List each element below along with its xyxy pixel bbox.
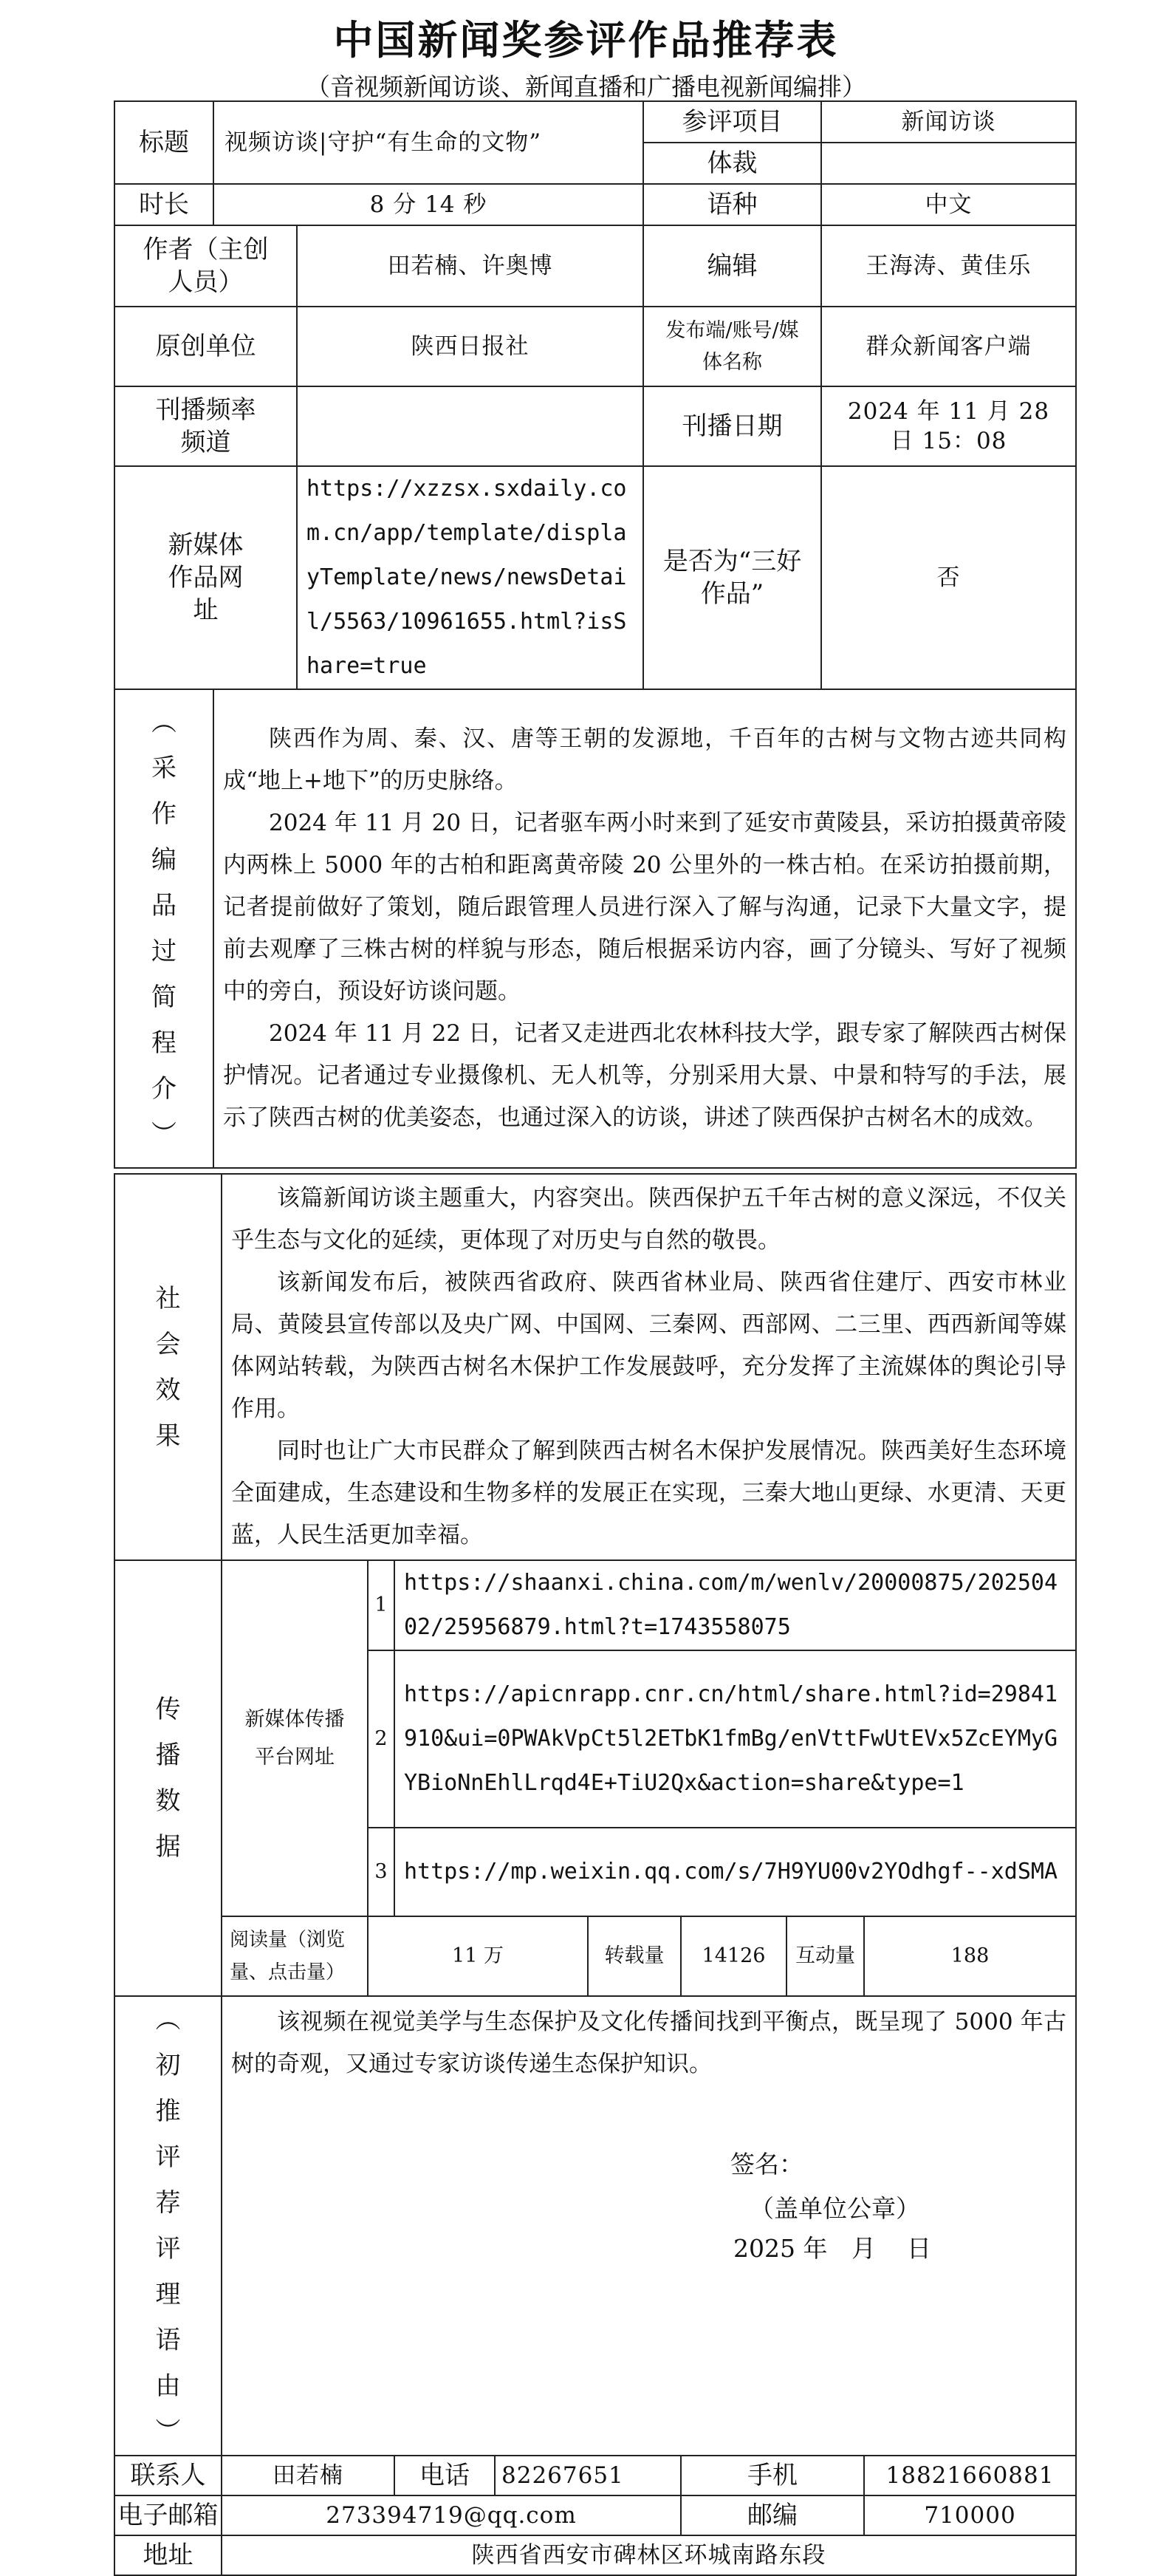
link-number: 1 <box>368 1560 394 1650</box>
label-mobile: 手机 <box>681 2456 864 2495</box>
label-language: 语种 <box>643 184 821 225</box>
reason-paragraph: 该视频在视觉美学与生态保护及文化传播间找到平衡点，既呈现了 5000 年古树的奇观，又通过专家访谈传递生态保护知识。 <box>231 2009 1066 2077</box>
spread-link-1[interactable]: https://shaanxi.china.com/m/wenlv/20000875/20250402/25956879.html?t=1743558075 <box>394 1560 1076 1650</box>
label-url: 新媒体作品网址 <box>114 466 297 689</box>
label-effect: 社会效果 <box>114 1174 222 1560</box>
value-platform: 群众新闻客户端 <box>821 307 1076 386</box>
label-contact: 联系人 <box>114 2456 222 2495</box>
label-channel: 刊播频率频道 <box>114 386 297 466</box>
label-reason: ︵初推评荐评理语由︶ <box>114 1996 222 2456</box>
effect-text <box>222 1174 1076 1560</box>
value-title: 视频访谈|守护“有生命的文物” <box>213 101 643 184</box>
label-phone: 电话 <box>394 2456 495 2495</box>
label-org: 原创单位 <box>114 307 297 386</box>
value-reads: 11 万 <box>368 1916 588 1996</box>
label-interactions: 互动量 <box>787 1916 864 1996</box>
link-number: 2 <box>368 1650 394 1828</box>
label-reposts: 转载量 <box>588 1916 681 1996</box>
value-email: 273394719@qq.com <box>222 2495 681 2535</box>
reason-text <box>222 1997 1075 2088</box>
label-spread: 传播数据 <box>114 1560 222 1996</box>
value-mobile: 18821660881 <box>864 2456 1076 2495</box>
value-category: 新闻访谈 <box>821 101 1076 143</box>
value-url[interactable]: https://xzzsx.sxdaily.com.cn/app/template/displayTemplate/news/newsDetail/5563/10961655.html?isShare=true <box>297 466 643 689</box>
label-editor: 编辑 <box>643 225 821 307</box>
label-three-good: 是否为“三好作品” <box>643 466 821 689</box>
effect-paragraph: 同时也让广大市民群众了解到陕西古树名木保护发展情况。陕西美好生态环境全面建成，生态建设和生物多样的发展正在实现，三秦大地山更绿、水更清、天更蓝，人民生活更加幸福。 <box>231 1438 1066 1548</box>
reason-cell <box>222 1996 1076 2456</box>
document-subtitle: （音视频新闻访谈、新闻直播和广播电视新闻编排） <box>306 72 866 101</box>
value-interactions: 188 <box>864 1916 1076 1996</box>
process-text <box>213 689 1076 1168</box>
document-title: 中国新闻奖参评作品推荐表 <box>333 17 839 64</box>
value-editor: 王海涛、黄佳乐 <box>821 225 1076 307</box>
label-platform: 发布端/账号/媒体名称 <box>643 307 821 386</box>
value-language: 中文 <box>821 184 1076 225</box>
effect-paragraph: 该新闻发布后，被陕西省政府、陕西省林业局、陕西省住建厅、西安市林业局、黄陵县宣传部以及央广网、中国网、三秦网、西部网、二三里、西西新闻等媒体网站转载，为陕西古树名木保护工作发展鼓呼，充分发挥了主流媒体的舆论引导作用。 <box>231 1269 1066 1422</box>
seal-label: （盖单位公章） <box>750 2194 920 2223</box>
label-email: 电子邮箱 <box>114 2495 222 2535</box>
label-pub-date: 刊播日期 <box>643 386 821 466</box>
spread-link-2[interactable]: https://apicnrapp.cnr.cn/html/share.html?id=29841910&ui=0PWAkVpCt5l2ETbK1fmBg/enVttFwUtEVx5ZcEYMyGYBioNnEhlLrqd4E+TiU2Qx&action=share&type=1 <box>394 1650 1076 1828</box>
value-phone: 82267651 <box>495 2456 681 2495</box>
label-genre: 体裁 <box>643 143 821 184</box>
process-paragraph: 2024 年 11 月 20 日，记者驱车两小时来到了延安市黄陵县，采访拍摄黄帝陵内两株上 5000 年的古柏和距离黄帝陵 20 公里外的一株古柏。在采访拍摄前期，记者提前做好了策划，随后跟管理人员进行深入了解与沟通，记录下大量文字，提前去观摩了三株古树的样貌与形态，随后根据采访内容，画了分镜头、写好了视频中的旁白，预设好访谈问题。 <box>223 810 1067 1005</box>
value-pub-date: 2024 年 11 月 28 日 15：08 <box>821 386 1076 466</box>
label-category: 参评项目 <box>643 101 821 143</box>
label-process: ︵采作编品过简程介︶ <box>114 689 213 1168</box>
label-address: 地址 <box>114 2535 222 2575</box>
effect-paragraph: 该篇新闻访谈主题重大，内容突出。陕西保护五千年古树的意义深远，不仅关乎生态与文化的延续，更体现了对历史与自然的敬畏。 <box>231 1185 1066 1254</box>
label-duration: 时长 <box>114 184 213 225</box>
date-month-day: 月 日 <box>851 2234 931 2263</box>
label-reads: 阅读量（浏览量、点击量） <box>222 1916 368 1996</box>
value-duration: 8 分 14 秒 <box>213 184 643 225</box>
value-reposts: 14126 <box>681 1916 787 1996</box>
label-title: 标题 <box>114 101 213 184</box>
label-spread-platforms: 新媒体传播平台网址 <box>222 1560 368 1916</box>
label-author: 作者（主创人员） <box>114 225 297 307</box>
date-year: 2025 年 <box>733 2234 828 2263</box>
effect-table <box>114 1173 1077 2576</box>
info-table <box>114 100 1077 1169</box>
value-author: 田若楠、许奥博 <box>297 225 643 307</box>
spread-link-3[interactable]: https://mp.weixin.qq.com/s/7H9YU00v2YOdhgf--xdSMA <box>394 1828 1076 1916</box>
value-address: 陕西省西安市碑林区环城南路东段 <box>222 2535 1076 2575</box>
value-genre <box>821 143 1076 184</box>
value-three-good: 否 <box>821 466 1076 689</box>
label-postcode: 邮编 <box>681 2495 864 2535</box>
value-contact: 田若楠 <box>222 2456 394 2495</box>
process-paragraph: 陕西作为周、秦、汉、唐等王朝的发源地，千百年的古树与文物古迹共同构成“地上+地下”的历史脉络。 <box>223 725 1067 794</box>
value-postcode: 710000 <box>864 2495 1076 2535</box>
signature-area <box>222 2088 1075 2263</box>
sign-label: 签名： <box>730 2150 803 2179</box>
process-paragraph: 2024 年 11 月 22 日，记者又走进西北农林科技大学，跟专家了解陕西古树保护情况。记者通过专业摄像机、无人机等，分别采用大景、中景和特写的手法，展示了陕西古树的优美姿态，也通过深入的访谈，讲述了陕西保护古树名木的成效。 <box>223 1020 1067 1131</box>
value-channel <box>297 386 643 466</box>
value-org: 陕西日报社 <box>297 307 643 386</box>
link-number: 3 <box>368 1828 394 1916</box>
